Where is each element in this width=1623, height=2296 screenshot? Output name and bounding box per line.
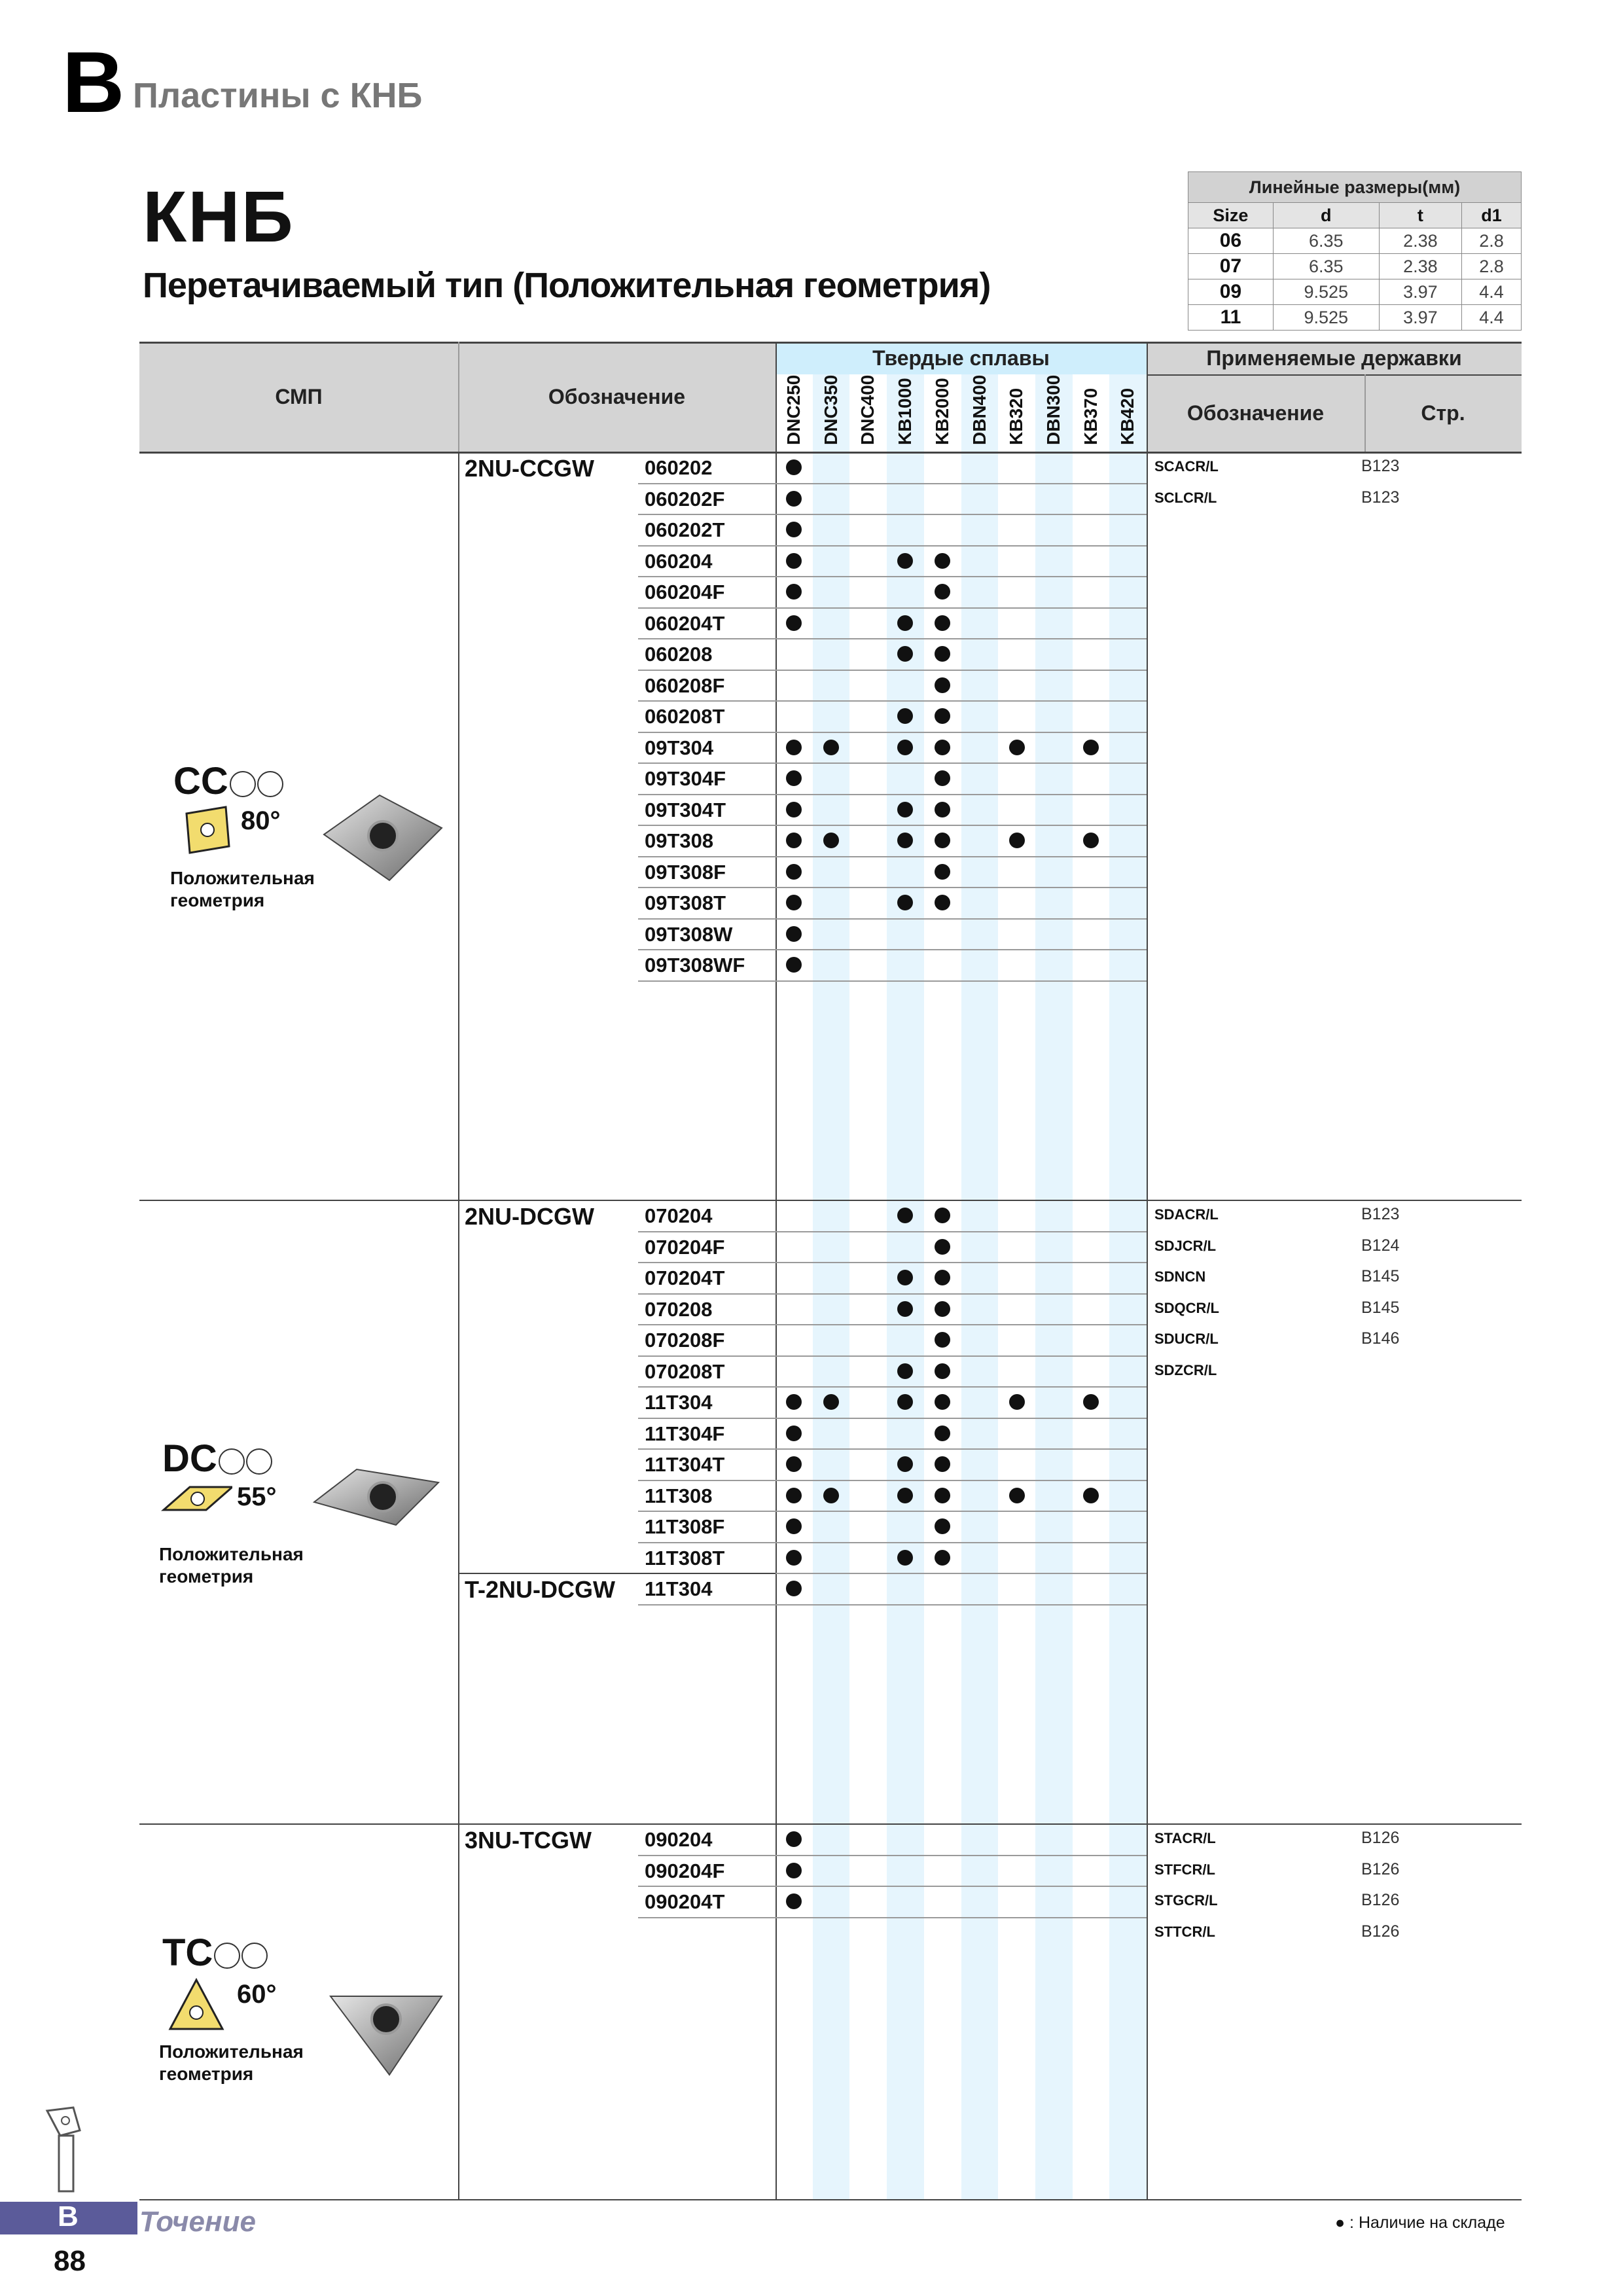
dims-size: 09 bbox=[1188, 279, 1274, 305]
table-rule bbox=[638, 1448, 1147, 1450]
table-rule bbox=[638, 1355, 1147, 1357]
table-rule bbox=[638, 1324, 1147, 1325]
shape-code-cc bbox=[173, 759, 283, 803]
table-rule bbox=[638, 1917, 1147, 1918]
in-stock-dot bbox=[786, 1518, 802, 1534]
insert-code: 060208T bbox=[645, 705, 725, 728]
table-rule bbox=[638, 545, 1147, 547]
holder-designation: SCACR/L bbox=[1154, 458, 1219, 475]
holder-page-ref: B124 bbox=[1361, 1236, 1400, 1255]
dims-col-header: d bbox=[1273, 203, 1379, 228]
in-stock-dot bbox=[786, 491, 802, 507]
dims-row bbox=[1188, 228, 1522, 254]
grade-label-kb320: KB320 bbox=[1006, 387, 1027, 445]
geometry-label bbox=[159, 2041, 304, 2085]
holder-designation: SDACR/L bbox=[1154, 1206, 1219, 1223]
table-rule bbox=[638, 949, 1147, 950]
placeholder-circle-icon bbox=[257, 771, 283, 797]
in-stock-dot bbox=[935, 1301, 950, 1317]
insert-code: 09T308T bbox=[645, 891, 726, 914]
header-holder-designation: Обозначение bbox=[1186, 401, 1325, 425]
table-rule bbox=[458, 1573, 776, 1574]
dims-size: 11 bbox=[1188, 305, 1274, 331]
placeholder-circle-icon bbox=[219, 1448, 245, 1475]
insert-code: 11T308F bbox=[645, 1515, 725, 1538]
insert-code: 070208F bbox=[645, 1329, 725, 1352]
insert-code: 060208F bbox=[645, 673, 725, 697]
in-stock-dot bbox=[786, 770, 802, 786]
geometry-line: геометрия bbox=[159, 1566, 254, 1587]
holder-designation: SDUCR/L bbox=[1154, 1331, 1219, 1347]
insert-code: 11T304 bbox=[645, 1577, 713, 1600]
insert-angle: 80° bbox=[241, 806, 281, 835]
insert-angle: 55° bbox=[237, 1482, 277, 1511]
insert-code: 060204 bbox=[645, 549, 713, 573]
holder-page-ref: B123 bbox=[1361, 457, 1400, 475]
in-stock-dot bbox=[823, 833, 839, 848]
page-subtitle: Перетачиваемый тип (Положительная геометрия) bbox=[143, 266, 991, 305]
in-stock-dot bbox=[935, 864, 950, 880]
shape-code-text: TC bbox=[162, 1931, 213, 1974]
in-stock-dot bbox=[786, 1550, 802, 1566]
in-stock-dot bbox=[786, 895, 802, 910]
dims-t: 3.97 bbox=[1379, 305, 1461, 331]
dims-t: 2.38 bbox=[1379, 254, 1461, 279]
shape-code-tc bbox=[162, 1931, 268, 1975]
holder-page-ref: B123 bbox=[1361, 1205, 1400, 1223]
in-stock-dot bbox=[935, 770, 950, 786]
grade-label-kb420: KB420 bbox=[1117, 387, 1138, 445]
table-rule bbox=[638, 1231, 1147, 1232]
table-rule bbox=[638, 1542, 1147, 1543]
section-title: Пластины с КНБ bbox=[133, 76, 423, 115]
tc-shape-icon bbox=[167, 1977, 239, 2036]
in-stock-dot bbox=[935, 677, 950, 693]
table-rule bbox=[638, 1480, 1147, 1481]
shape-code-text: DC bbox=[162, 1437, 217, 1480]
in-stock-dot bbox=[823, 1488, 839, 1503]
insert-code: 09T304T bbox=[645, 798, 726, 821]
dims-col-header: Size bbox=[1188, 203, 1274, 228]
product-family: 2NU-DCGW bbox=[465, 1203, 594, 1230]
grade-label-dnc400: DNC400 bbox=[857, 374, 878, 445]
in-stock-dot bbox=[786, 1893, 802, 1909]
in-stock-dot bbox=[935, 1239, 950, 1255]
in-stock-dot bbox=[823, 740, 839, 755]
grade-label-dbn400: DBN400 bbox=[969, 374, 990, 445]
dc-insert-photo bbox=[311, 1463, 442, 1561]
holder-page-ref: B126 bbox=[1361, 1891, 1400, 1909]
in-stock-dot bbox=[897, 615, 913, 631]
dims-d: 9.525 bbox=[1273, 305, 1379, 331]
header-page: Стр. bbox=[1421, 401, 1465, 425]
in-stock-dot bbox=[1083, 740, 1099, 755]
in-stock-dot bbox=[786, 584, 802, 600]
insert-code: 070204F bbox=[645, 1235, 725, 1259]
holder-page-ref: B126 bbox=[1361, 1859, 1400, 1878]
placeholder-circle-icon bbox=[230, 771, 256, 797]
table-rule bbox=[776, 342, 777, 2199]
insert-code: 11T304T bbox=[645, 1453, 725, 1476]
in-stock-dot bbox=[1009, 1394, 1025, 1410]
dims-d: 6.35 bbox=[1273, 254, 1379, 279]
in-stock-dot bbox=[935, 584, 950, 600]
page-number: 88 bbox=[54, 2245, 86, 2277]
geometry-line: Положительная bbox=[170, 868, 315, 888]
in-stock-dot bbox=[786, 1456, 802, 1472]
table-rule bbox=[638, 607, 1147, 609]
holder-designation: STFCR/L bbox=[1154, 1861, 1215, 1878]
insert-code: 060204F bbox=[645, 581, 725, 603]
in-stock-dot bbox=[935, 708, 950, 724]
dims-t: 2.38 bbox=[1379, 228, 1461, 254]
table-rule bbox=[139, 1823, 1522, 1825]
in-stock-dot bbox=[1083, 1394, 1099, 1410]
insert-code: 09T304F bbox=[645, 767, 726, 790]
alloy-column-stripe bbox=[813, 374, 850, 2199]
alloy-column-stripe bbox=[1109, 374, 1147, 2199]
insert-code: 090204F bbox=[645, 1859, 725, 1882]
table-rule bbox=[638, 1418, 1147, 1419]
geometry-line: геометрия bbox=[159, 2064, 254, 2084]
dims-col-header: d1 bbox=[1462, 203, 1522, 228]
in-stock-dot bbox=[786, 1831, 802, 1847]
in-stock-dot bbox=[935, 1208, 950, 1223]
grade-label-kb370: KB370 bbox=[1080, 387, 1101, 445]
turning-tool-icon bbox=[41, 2104, 93, 2196]
in-stock-dot bbox=[935, 1394, 950, 1410]
grade-label-dnc350: DNC350 bbox=[820, 374, 841, 445]
grade-label-dbn300: DBN300 bbox=[1043, 374, 1063, 445]
table-rule bbox=[638, 1386, 1147, 1388]
dims-d: 9.525 bbox=[1273, 279, 1379, 305]
placeholder-circle-icon bbox=[241, 1943, 268, 1969]
table-rule bbox=[638, 825, 1147, 826]
dims-d1: 2.8 bbox=[1462, 228, 1522, 254]
in-stock-dot bbox=[935, 833, 950, 848]
in-stock-dot bbox=[935, 646, 950, 662]
placeholder-circle-icon bbox=[214, 1943, 240, 1969]
table-rule bbox=[638, 670, 1147, 671]
holder-designation: SDQCR/L bbox=[1154, 1299, 1219, 1316]
table-rule bbox=[638, 887, 1147, 888]
geometry-line: Положительная bbox=[159, 2041, 304, 2062]
table-rule bbox=[638, 638, 1147, 639]
grade-label-dnc250: DNC250 bbox=[783, 374, 804, 445]
in-stock-dot bbox=[935, 615, 950, 631]
in-stock-dot bbox=[897, 740, 913, 755]
in-stock-dot bbox=[935, 1456, 950, 1472]
table-rule bbox=[638, 918, 1147, 920]
in-stock-dot bbox=[786, 522, 802, 537]
table-rule bbox=[458, 452, 459, 2199]
page-title: КНБ bbox=[143, 177, 294, 257]
holder-page-ref: B145 bbox=[1361, 1267, 1400, 1285]
insert-code: 090204T bbox=[645, 1890, 725, 1913]
section-letter: B bbox=[62, 34, 125, 130]
product-family: T-2NU-DCGW bbox=[465, 1576, 615, 1603]
holder-designation: STACR/L bbox=[1154, 1830, 1216, 1846]
in-stock-dot bbox=[935, 1550, 950, 1566]
holder-page-ref: B126 bbox=[1361, 1922, 1400, 1941]
tc-insert-photo bbox=[324, 1983, 455, 2081]
in-stock-dot bbox=[897, 1550, 913, 1566]
dc-shape-icon bbox=[160, 1480, 232, 1539]
insert-code: 11T308T bbox=[645, 1546, 725, 1570]
dims-t: 3.97 bbox=[1379, 279, 1461, 305]
in-stock-dot bbox=[935, 1426, 950, 1441]
table-rule bbox=[638, 1262, 1147, 1263]
holder-designation: STGCR/L bbox=[1154, 1892, 1218, 1909]
in-stock-dot bbox=[786, 1488, 802, 1503]
in-stock-dot bbox=[897, 1301, 913, 1317]
placeholder-circle-icon bbox=[246, 1448, 272, 1475]
header-smp: СМП bbox=[275, 384, 323, 408]
in-stock-dot bbox=[786, 833, 802, 848]
table-rule bbox=[638, 576, 1147, 577]
table-rule bbox=[458, 342, 459, 452]
insert-code: 070208T bbox=[645, 1359, 725, 1383]
header-alloys: Твердые сплавы bbox=[872, 346, 1050, 370]
cc-insert-photo bbox=[317, 789, 448, 887]
holder-page-ref: B145 bbox=[1361, 1298, 1400, 1317]
insert-code: 090204 bbox=[645, 1828, 713, 1851]
dims-d: 6.35 bbox=[1273, 228, 1379, 254]
in-stock-dot bbox=[786, 802, 802, 817]
insert-code: 060208 bbox=[645, 643, 713, 666]
geometry-label bbox=[170, 867, 315, 912]
in-stock-dot bbox=[897, 1363, 913, 1379]
table-rule bbox=[1364, 374, 1366, 452]
insert-code: 070208 bbox=[645, 1297, 713, 1321]
holder-designation: STTCR/L bbox=[1154, 1923, 1215, 1940]
in-stock-dot bbox=[1009, 1488, 1025, 1503]
table-rule bbox=[638, 514, 1147, 515]
insert-code: 09T308F bbox=[645, 860, 726, 884]
holder-page-ref: B126 bbox=[1361, 1829, 1400, 1847]
in-stock-dot bbox=[786, 1394, 802, 1410]
table-rule bbox=[638, 1293, 1147, 1295]
shape-code-dc bbox=[162, 1437, 272, 1480]
table-rule bbox=[139, 2199, 1522, 2200]
header-designation: Обозначение bbox=[548, 384, 686, 408]
insert-code: 09T308W bbox=[645, 922, 733, 946]
in-stock-dot bbox=[786, 553, 802, 569]
holder-designation: SDZCR/L bbox=[1154, 1361, 1217, 1378]
footer-section: Точение bbox=[139, 2206, 256, 2238]
dims-row bbox=[1188, 254, 1522, 279]
in-stock-dot bbox=[897, 1488, 913, 1503]
table-rule bbox=[638, 856, 1147, 857]
geometry-label bbox=[159, 1543, 304, 1588]
in-stock-dot bbox=[935, 1363, 950, 1379]
insert-code: 09T304 bbox=[645, 736, 714, 759]
insert-code: 060202 bbox=[645, 456, 713, 479]
in-stock-dot bbox=[786, 864, 802, 880]
product-family: 3NU-TCGW bbox=[465, 1827, 592, 1854]
in-stock-dot bbox=[935, 553, 950, 569]
alloy-column-stripe bbox=[961, 374, 999, 2199]
table-rule bbox=[638, 1855, 1147, 1856]
table-rule bbox=[638, 1886, 1147, 1887]
in-stock-dot bbox=[935, 1518, 950, 1534]
holder-page-ref: B146 bbox=[1361, 1329, 1400, 1348]
in-stock-dot bbox=[786, 1426, 802, 1441]
in-stock-dot bbox=[823, 1394, 839, 1410]
stock-legend: ● : Наличие на складе bbox=[1335, 2214, 1505, 2232]
holder-designation: SDNCN bbox=[1154, 1268, 1206, 1285]
in-stock-dot bbox=[786, 926, 802, 942]
insert-code: 09T308WF bbox=[645, 954, 745, 977]
table-rule bbox=[638, 1511, 1147, 1512]
table-rule bbox=[1147, 342, 1148, 2199]
product-family: 2NU-CCGW bbox=[465, 455, 594, 482]
insert-code: 060202T bbox=[645, 518, 725, 541]
dims-d1: 4.4 bbox=[1462, 305, 1522, 331]
insert-code: 060204T bbox=[645, 611, 725, 635]
insert-angle: 60° bbox=[237, 1980, 277, 2009]
in-stock-dot bbox=[897, 802, 913, 817]
dims-d1: 2.8 bbox=[1462, 254, 1522, 279]
insert-code: 070204 bbox=[645, 1204, 713, 1227]
dims-d1: 4.4 bbox=[1462, 279, 1522, 305]
in-stock-dot bbox=[935, 1270, 950, 1285]
table-rule bbox=[638, 732, 1147, 733]
table-rule bbox=[638, 1604, 1147, 1605]
table-rule bbox=[139, 452, 1522, 453]
dims-size: 06 bbox=[1188, 228, 1274, 254]
table-rule bbox=[139, 342, 1522, 344]
dimensions-title: Линейные размеры(мм) bbox=[1188, 172, 1522, 203]
table-rule bbox=[638, 762, 1147, 764]
grade-label-kb2000: KB2000 bbox=[931, 378, 952, 445]
insert-code: 060202F bbox=[645, 487, 725, 511]
geometry-line: геометрия bbox=[170, 890, 265, 910]
in-stock-dot bbox=[786, 459, 802, 475]
table-rule bbox=[638, 483, 1147, 484]
table-rule bbox=[1147, 374, 1522, 376]
insert-code: 11T304 bbox=[645, 1391, 713, 1414]
in-stock-dot bbox=[935, 740, 950, 755]
footer-tab-letter: B bbox=[58, 2200, 79, 2233]
in-stock-dot bbox=[935, 895, 950, 910]
in-stock-dot bbox=[1009, 833, 1025, 848]
dims-col-header: t bbox=[1379, 203, 1461, 228]
in-stock-dot bbox=[786, 1863, 802, 1878]
in-stock-dot bbox=[1009, 740, 1025, 755]
insert-code: 11T304F bbox=[645, 1422, 725, 1445]
shape-code-text: CC bbox=[173, 760, 228, 802]
in-stock-dot bbox=[935, 802, 950, 817]
table-rule bbox=[638, 794, 1147, 795]
table-rule bbox=[139, 1200, 1522, 1201]
grade-label-kb1000: KB1000 bbox=[895, 378, 916, 445]
in-stock-dot bbox=[786, 615, 802, 631]
in-stock-dot bbox=[935, 1488, 950, 1503]
holder-page-ref: B123 bbox=[1361, 488, 1400, 507]
in-stock-dot bbox=[1083, 1488, 1099, 1503]
table-rule bbox=[638, 980, 1147, 982]
dimensions-table bbox=[1188, 171, 1522, 331]
alloy-column-stripe bbox=[1035, 374, 1073, 2199]
in-stock-dot bbox=[897, 553, 913, 569]
in-stock-dot bbox=[786, 740, 802, 755]
insert-code: 09T308 bbox=[645, 829, 714, 852]
dims-size: 07 bbox=[1188, 254, 1274, 279]
insert-code: 070204T bbox=[645, 1266, 725, 1289]
dims-row bbox=[1188, 279, 1522, 305]
in-stock-dot bbox=[786, 957, 802, 973]
in-stock-dot bbox=[1083, 833, 1099, 848]
geometry-line: Положительная bbox=[159, 1544, 304, 1564]
insert-code: 11T308 bbox=[645, 1484, 713, 1507]
header-holders: Применяемые державки bbox=[1206, 346, 1462, 370]
holder-designation: SCLCR/L bbox=[1154, 489, 1217, 506]
in-stock-dot bbox=[786, 1581, 802, 1596]
table-rule bbox=[638, 700, 1147, 702]
dims-row bbox=[1188, 305, 1522, 331]
in-stock-dot bbox=[935, 1332, 950, 1348]
holder-designation: SDJCR/L bbox=[1154, 1237, 1217, 1254]
